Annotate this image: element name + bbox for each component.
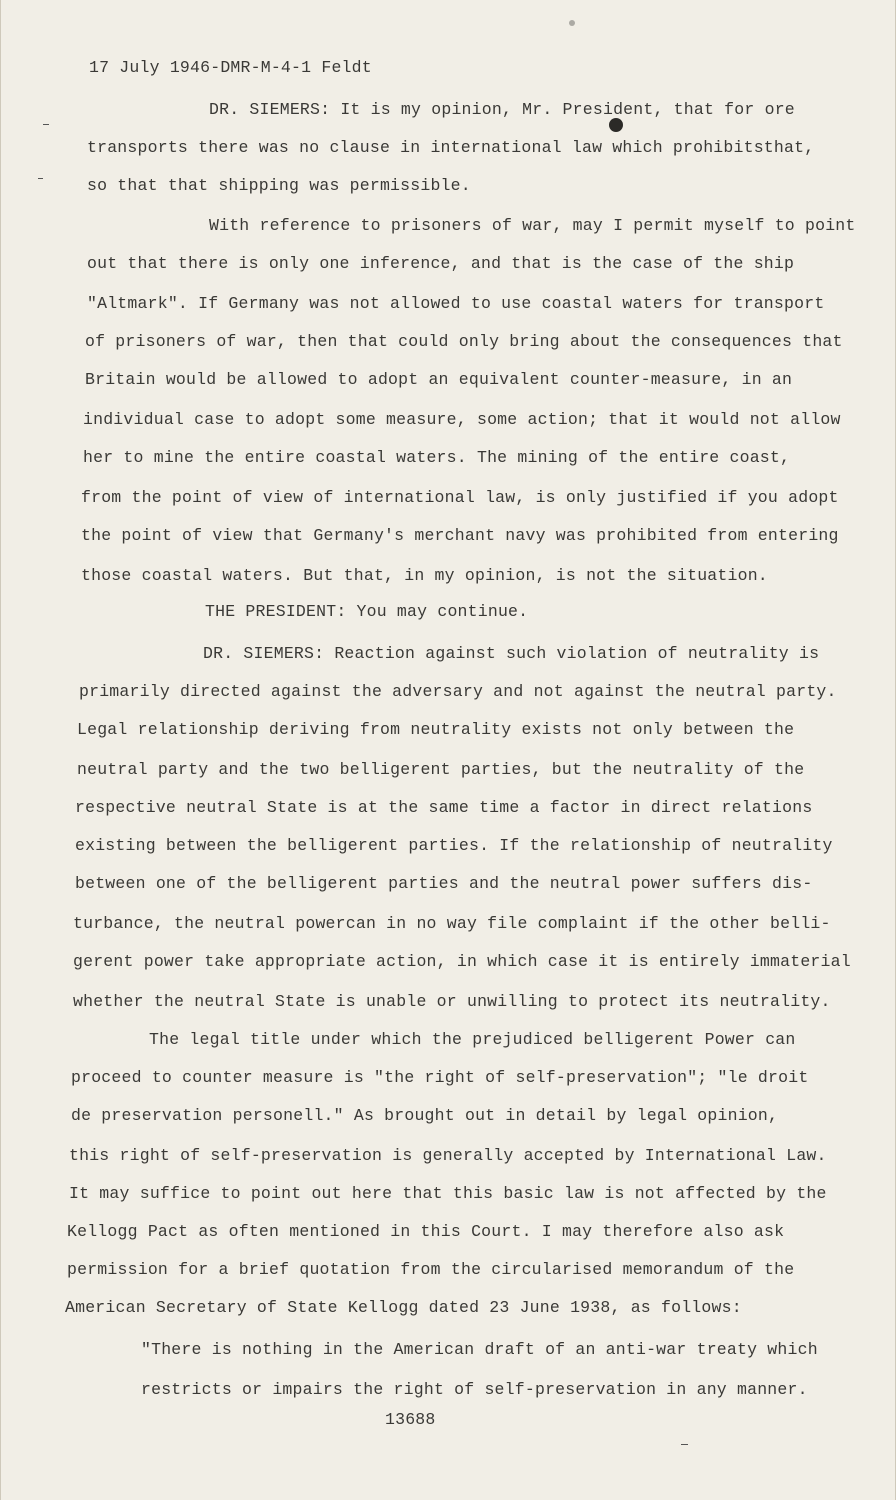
text-line: "Altmark". If Germany was not allowed to use coastal waters for transport — [87, 294, 825, 313]
text-line: transports there was no clause in international law which prohibitsthat, — [87, 138, 815, 157]
text-line: between one of the belligerent parties and the neutral power suffers dis- — [75, 874, 813, 893]
speaker-line: THE PRESIDENT: You may continue. — [205, 602, 529, 621]
margin-mark — [38, 178, 43, 179]
document-header: 17 July 1946-DMR-M-4-1 Feldt — [89, 58, 372, 77]
text-line: Britain would be allowed to adopt an equivalent counter-measure, in an — [85, 370, 793, 389]
text-line: de preservation personell." As brought out in detail by legal opinion, — [71, 1106, 779, 1125]
page-number: 13688 — [385, 1410, 436, 1429]
text-line: turbance, the neutral powercan in no way file complaint if the other belli- — [73, 914, 831, 933]
text-line: so that that shipping was permissible. — [87, 176, 471, 195]
text-line: those coastal waters. But that, in my opinion, is not the situation. — [81, 566, 768, 585]
margin-mark — [681, 1444, 688, 1445]
text-line: primarily directed against the adversary and not against the neutral party. — [79, 682, 837, 701]
text-line: from the point of view of international law, is only justified if you adopt — [81, 488, 839, 507]
text-line: The legal title under which the prejudiced belligerent Power can — [149, 1030, 796, 1049]
speaker-line: DR. SIEMERS: Reaction against such violation of neutrality is — [203, 644, 820, 663]
quote-line: restricts or impairs the right of self-preservation in any manner. — [141, 1380, 808, 1399]
text-line: individual case to adopt some measure, some action; that it would not allow — [83, 410, 841, 429]
text-line: existing between the belligerent parties. If the relationship of neutrality — [75, 836, 833, 855]
text-line: Legal relationship deriving from neutrality exists not only between the — [77, 720, 795, 739]
text-line: whether the neutral State is unable or unwilling to protect its neutrality. — [73, 992, 831, 1011]
text-line: gerent power take appropriate action, in which case it is entirely immaterial — [73, 952, 851, 971]
text-line: respective neutral State is at the same time a factor in direct relations — [75, 798, 813, 817]
text-line: With reference to prisoners of war, may I permit myself to point — [209, 216, 856, 235]
text-line: It may suffice to point out here that this basic law is not affected by the — [69, 1184, 827, 1203]
text-line: Kellogg Pact as often mentioned in this Court. I may therefore also ask — [67, 1222, 785, 1241]
text-line: out that there is only one inference, and that is the case of the ship — [87, 254, 795, 273]
text-line: permission for a brief quotation from the circularised memorandum of the — [67, 1260, 795, 1279]
ink-blot — [609, 118, 623, 132]
text-line: DR. SIEMERS: It is my opinion, Mr. President, that for ore — [209, 100, 795, 119]
ink-speck — [569, 20, 575, 26]
text-line: proceed to counter measure is "the right of self-preservation"; "le droit — [71, 1068, 809, 1087]
text-line: of prisoners of war, then that could only bring about the consequences that — [85, 332, 843, 351]
text-line: the point of view that Germany's merchant navy was prohibited from entering — [81, 526, 839, 545]
text-line: neutral party and the two belligerent parties, but the neutrality of the — [77, 760, 805, 779]
text-line: American Secretary of State Kellogg dated 23 June 1938, as follows: — [65, 1298, 742, 1317]
text-line: this right of self-preservation is generally accepted by International Law. — [69, 1146, 827, 1165]
text-line: her to mine the entire coastal waters. The mining of the entire coast, — [83, 448, 791, 467]
quote-line: "There is nothing in the American draft of an anti-war treaty which — [141, 1340, 818, 1359]
margin-mark — [43, 124, 49, 125]
